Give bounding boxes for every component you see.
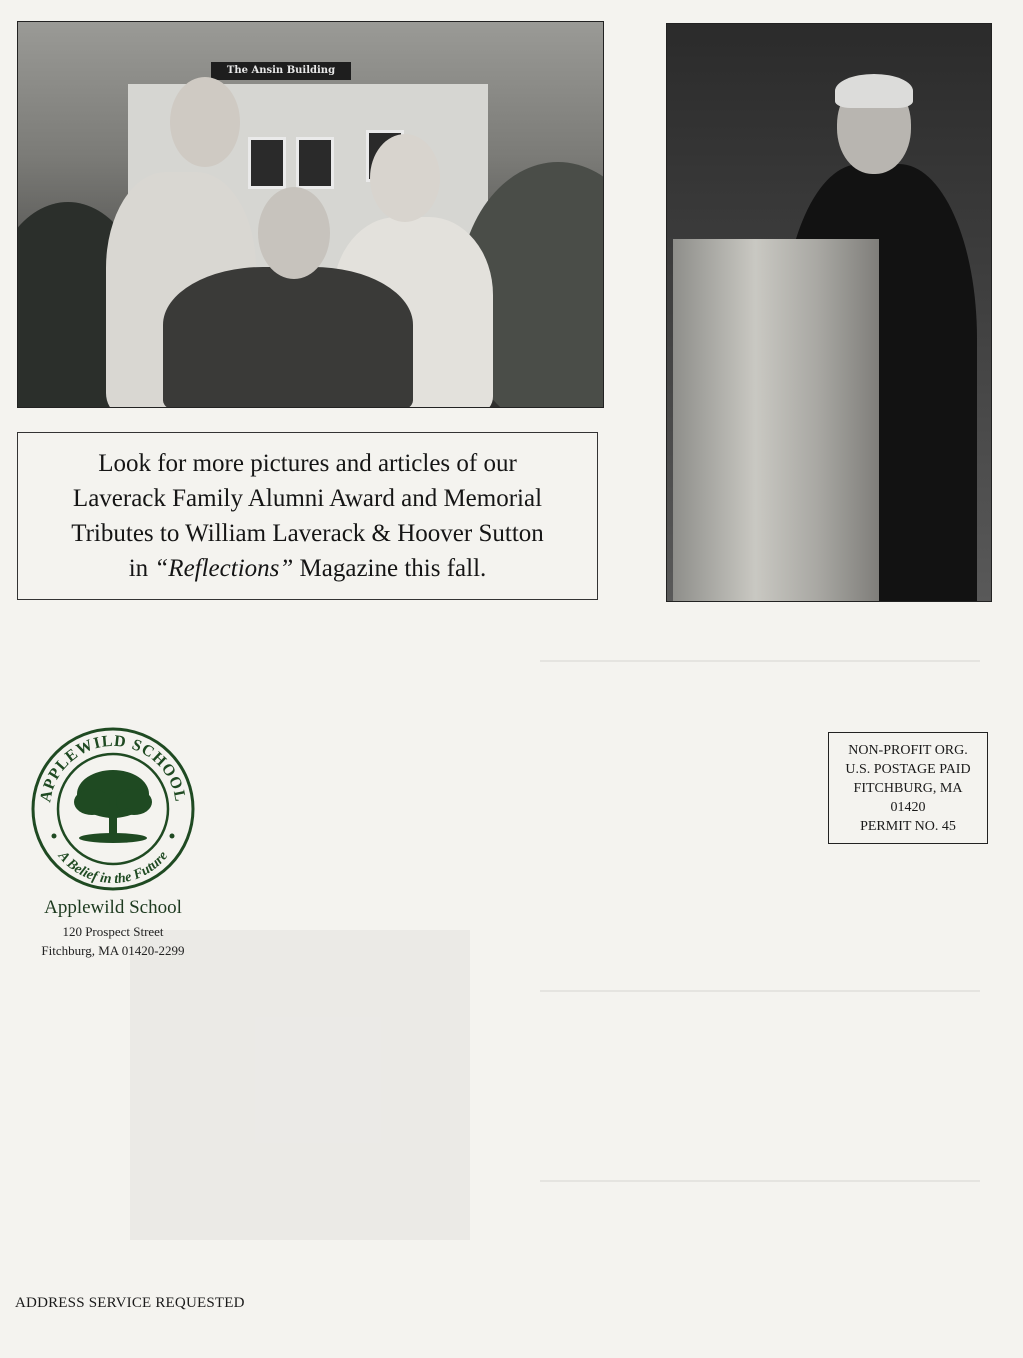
postage-line: FITCHBURG, MA [853,781,963,796]
promo-line: Tributes to William Laverack & Hoover Sutton [71,520,544,547]
podium [673,239,879,601]
person-center-head [258,187,330,279]
seal-top-text: APPLEWILD SCHOOL [37,732,189,804]
postage-indicia [828,732,988,844]
person-left-head [170,77,240,167]
bleed-through-line [540,660,980,662]
window [296,137,334,189]
promo-line-prefix: in [128,555,155,582]
magazine-title: “Reflections” [154,555,294,582]
group-photo [17,21,604,408]
school-city: Fitchburg, MA 01420-2299 [41,943,185,958]
promo-box [17,432,598,600]
tree-icon [74,770,152,843]
school-seal-logo [30,726,196,892]
bleed-through-panel [130,930,470,1240]
promo-line-suffix: Magazine this fall. [293,555,487,582]
speaker-hair [835,74,913,108]
school-name: Applewild School [44,897,182,918]
person-right-head [370,134,440,222]
postage-line: PERMIT NO. 45 [860,819,956,834]
person-center [163,267,413,408]
promo-line [71,551,544,586]
promo-text [71,446,544,586]
promo-line: Look for more pictures and articles of our [98,450,517,477]
bleed-through-line [540,990,980,992]
bleed-through-line [540,1180,980,1182]
building-sign: The Ansin Building [211,62,351,80]
postage-line: NON-PROFIT ORG. [848,743,968,758]
promo-line: Laverack Family Alumni Award and Memorial [72,485,543,512]
postage-line: U.S. POSTAGE PAID [845,762,971,777]
speaker-photo [666,23,992,602]
postage-line: 01420 [890,800,926,815]
window [248,137,286,189]
address-service-requested: ADDRESS SERVICE REQUESTED [15,1295,245,1311]
seal-bottom-text: A Belief in the Future [54,848,172,888]
school-street: 120 Prospect Street [62,924,164,939]
